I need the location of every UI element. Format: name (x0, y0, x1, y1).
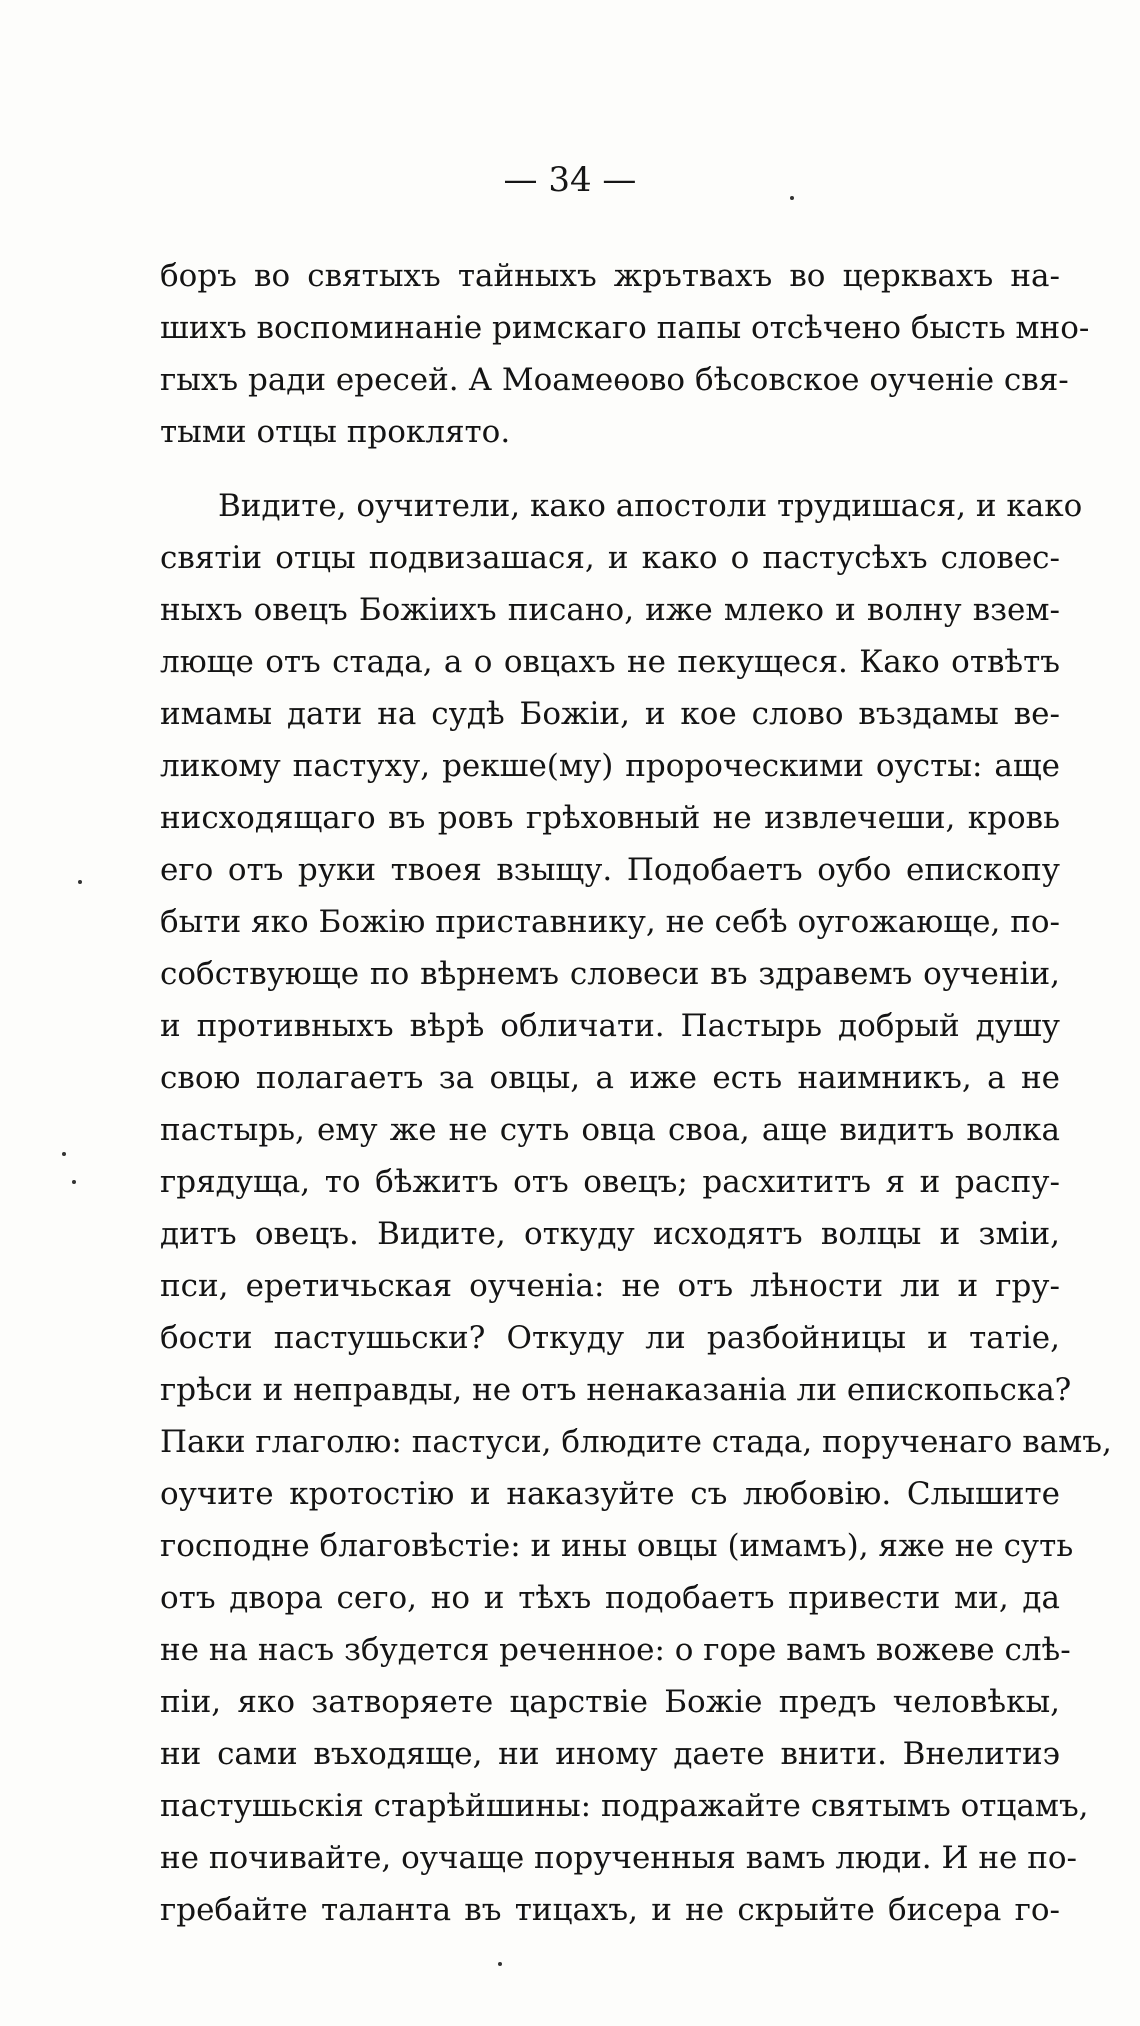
text-line: оучите кротостію и наказуйте съ любовію. Слышите (160, 1476, 1060, 1512)
page-number: — 34 — (503, 160, 637, 200)
paragraph-gap (160, 458, 1060, 480)
text-line: собствующе по вѣрнемъ словеси въ здравемъ оученіи, (160, 956, 1060, 992)
text-line: гребайте таланта въ тицахъ, и не скрыйте бисера го- (160, 1892, 1060, 1928)
scan-speck (72, 1180, 76, 1184)
text-line: не почивайте, оучаще порученныя вамъ люди. И не по- (160, 1840, 1078, 1876)
text-line: Паки глаголю: пастуси, блюдите стада, порученаго вамъ, (160, 1424, 1112, 1460)
text-line: имамы дати на судѣ Божіи, и кое слово въздамы ве- (160, 696, 1060, 732)
scan-speck (62, 1152, 66, 1156)
text-line: и противныхъ вѣрѣ обличати. Пастырь добрый душу (160, 1008, 1060, 1044)
text-line: быти яко Божію приставнику, не себѣ оугожающе, по- (160, 904, 1060, 940)
text-line: тыми отцы проклято. (160, 414, 511, 450)
text-line: ныхъ овецъ Божіихъ писано, иже млеко и волну взем- (160, 592, 1060, 628)
text-line: пастырь, ему же не суть овца своа, аще видитъ волка (160, 1112, 1060, 1148)
text-line: нисходящаго въ ровъ грѣховный не извлечеши, кровь (160, 800, 1060, 836)
scan-speck (498, 1962, 502, 1966)
text-line: господне благовѣстіе: и ины овцы (имамъ), яже не суть (160, 1528, 1074, 1564)
text-line: піи, яко затворяете царствіе Божіе предъ человѣкы, (160, 1684, 1060, 1720)
text-line: не на насъ збудется реченное: о горе вамъ вожеве слѣ- (160, 1632, 1071, 1668)
text-line: пастушьскія старѣйшины: подражайте святымъ отцамъ, (160, 1788, 1089, 1824)
text-line: свою полагаетъ за овцы, а иже есть наимникъ, а не (160, 1060, 1060, 1096)
text-line: дитъ овецъ. Видите, откуду исходятъ волцы и зміи, (160, 1216, 1060, 1252)
scan-speck (78, 880, 82, 884)
text-line: грядуща, то бѣжитъ отъ овецъ; расхититъ я и распу- (160, 1164, 1060, 1200)
text-line: гыхъ ради ересей. А Моамеѳово бѣсовское оученіе свя- (160, 362, 1069, 398)
text-line: Видите, оучители, како апостоли трудишася, и како (218, 488, 1083, 524)
text-line: люще отъ стада, а о овцахъ не пекущеся. Како отвѣтъ (160, 644, 1060, 680)
text-line: боръ во святыхъ тайныхъ жрътвахъ во церквахъ на- (160, 258, 1060, 294)
text-line: грѣси и неправды, не отъ ненаказаніа ли епископьска? (160, 1372, 1072, 1408)
text-line: святіи отцы подвизашася, и како о пастусѣхъ словес- (160, 540, 1060, 576)
scan-speck (790, 196, 794, 200)
text-line: его отъ руки твоея взыщу. Подобаетъ оубо епископу (160, 852, 1060, 888)
body-text (160, 250, 1112, 1936)
text-line: шихъ воспоминаніе римскаго папы отсѣчено бысть мно- (160, 310, 1090, 346)
text-line: пси, еретичьская оученіа: не отъ лѣности ли и гру- (160, 1268, 1060, 1304)
text-line: бости пастушьски? Откуду ли разбойницы и татіе, (160, 1320, 1060, 1356)
text-line: отъ двора сего, но и тѣхъ подобаетъ привести ми, да (160, 1580, 1060, 1616)
text-line: ни сами въходяще, ни иному даете внити. Внелитиэ (160, 1736, 1060, 1772)
text-line: ликому пастуху, рекше(му) пророческими оусты: аще (160, 748, 1060, 784)
